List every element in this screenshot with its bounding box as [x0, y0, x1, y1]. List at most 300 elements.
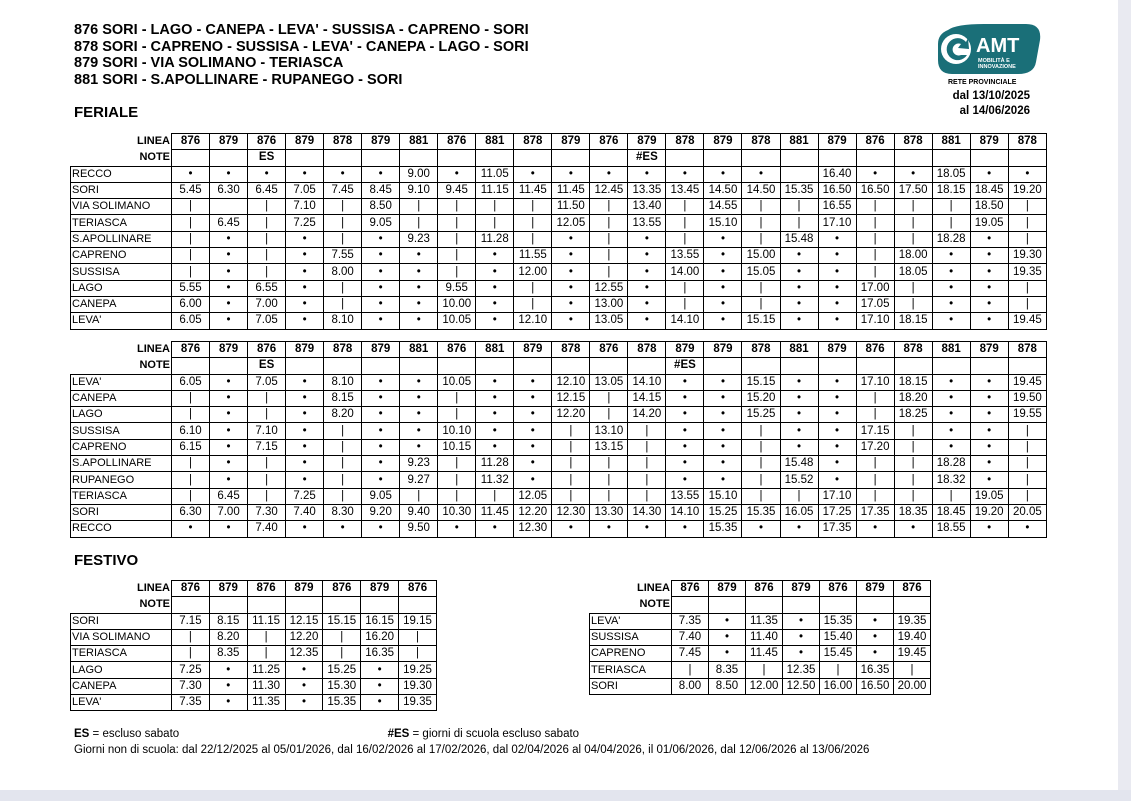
time-cell: •: [818, 231, 856, 247]
time-cell: |: [248, 456, 286, 472]
time-cell: 9.40: [400, 504, 438, 520]
note-row: [71, 597, 437, 613]
note-cell: [362, 358, 400, 374]
time-cell: |: [856, 488, 894, 504]
time-cell: |: [438, 231, 476, 247]
legend: [74, 726, 869, 758]
time-cell: •: [666, 166, 704, 182]
line-number: 879: [818, 342, 856, 358]
note-cell: [780, 358, 818, 374]
note-label: NOTE: [639, 598, 670, 611]
time-cell: 11.30: [247, 678, 285, 694]
time-cell: •: [210, 439, 248, 455]
linea-label: LINEA: [137, 135, 170, 148]
time-cell: 19.20: [970, 504, 1008, 520]
time-cell: 12.15: [285, 613, 323, 629]
time-cell: 9.23: [400, 231, 438, 247]
time-cell: 19.45: [1008, 374, 1046, 390]
time-cell: |: [400, 488, 438, 504]
line-number: 876: [820, 581, 857, 597]
time-cell: •: [476, 296, 514, 312]
line-number: 879: [970, 134, 1008, 150]
time-cell: •: [286, 472, 324, 488]
time-cell: •: [818, 313, 856, 329]
time-cell: •: [210, 264, 248, 280]
time-cell: 15.25: [704, 504, 742, 520]
stop-name: LEVA': [71, 374, 172, 390]
time-cell: •: [210, 296, 248, 312]
time-cell: 15.48: [780, 231, 818, 247]
time-cell: •: [742, 521, 780, 537]
route-title-879: 879 SORI - VIA SOLIMANO - TERIASCA: [74, 55, 344, 71]
line-number: 878: [742, 134, 780, 150]
time-cell: 19.20: [1008, 182, 1046, 198]
time-cell: 19.15: [399, 613, 437, 629]
time-cell: •: [476, 280, 514, 296]
time-cell: 15.40: [820, 629, 857, 645]
time-cell: 15.15: [323, 613, 361, 629]
time-cell: •: [286, 231, 324, 247]
time-cell: •: [932, 390, 970, 406]
time-cell: 11.45: [514, 182, 552, 198]
legend-es-key: ES: [74, 728, 90, 740]
time-cell: 9.10: [400, 182, 438, 198]
linea-label: LINEA: [137, 582, 170, 595]
time-cell: 9.55: [438, 280, 476, 296]
time-cell: |: [894, 439, 932, 455]
time-cell: 9.50: [400, 521, 438, 537]
time-cell: •: [209, 678, 247, 694]
time-cell: •: [932, 423, 970, 439]
time-cell: 13.35: [628, 182, 666, 198]
time-cell: 9.05: [362, 215, 400, 231]
time-cell: 7.40: [286, 504, 324, 520]
time-cell: 9.27: [400, 472, 438, 488]
stop-name: TERIASCA: [71, 646, 172, 662]
time-cell: 15.35: [742, 504, 780, 520]
time-cell: 12.35: [285, 646, 323, 662]
time-cell: [210, 199, 248, 215]
time-cell: 7.35: [672, 613, 709, 629]
time-cell: •: [780, 390, 818, 406]
note-cell: [704, 150, 742, 166]
time-cell: |: [172, 407, 210, 423]
stop-name: S.APOLLINARE: [71, 456, 172, 472]
time-cell: [780, 166, 818, 182]
time-cell: •: [628, 166, 666, 182]
time-cell: 16.50: [856, 182, 894, 198]
note-cell: [210, 150, 248, 166]
time-cell: 15.45: [820, 646, 857, 662]
time-cell: •: [704, 456, 742, 472]
route-title-876: 876 SORI - LAGO - CANEPA - LEVA' - SUSSISA - CAPRENO - SORI: [74, 22, 529, 38]
time-cell: 8.50: [362, 199, 400, 215]
note-cell: [970, 358, 1008, 374]
note-cell: [399, 597, 437, 613]
time-cell: •: [857, 629, 894, 645]
time-cell: •: [552, 166, 590, 182]
time-cell: 6.45: [210, 488, 248, 504]
time-cell: 11.45: [746, 646, 783, 662]
time-cell: •: [286, 166, 324, 182]
time-cell: •: [628, 313, 666, 329]
time-cell: •: [780, 248, 818, 264]
time-cell: 17.35: [856, 504, 894, 520]
time-cell: 17.05: [856, 296, 894, 312]
time-cell: 13.45: [666, 182, 704, 198]
time-cell: •: [932, 296, 970, 312]
time-cell: •: [666, 407, 704, 423]
time-cell: •: [970, 390, 1008, 406]
time-cell: •: [362, 280, 400, 296]
table-row: [590, 662, 931, 678]
legend-hes-key: #ES: [387, 728, 410, 740]
time-cell: •: [666, 439, 704, 455]
time-cell: •: [362, 248, 400, 264]
note-cell: ES: [248, 358, 286, 374]
time-cell: |: [1008, 456, 1046, 472]
time-cell: 16.50: [818, 182, 856, 198]
time-cell: |: [742, 456, 780, 472]
time-cell: 13.55: [666, 248, 704, 264]
time-cell: 12.45: [590, 182, 628, 198]
table-row: [71, 313, 1047, 329]
linea-header-row: [590, 581, 931, 597]
time-cell: •: [818, 423, 856, 439]
time-cell: •: [704, 166, 742, 182]
stop-name: LEVA': [71, 313, 172, 329]
time-cell: |: [172, 215, 210, 231]
line-number: 878: [628, 342, 666, 358]
time-cell: |: [742, 488, 780, 504]
time-cell: 18.15: [894, 374, 932, 390]
time-cell: |: [476, 215, 514, 231]
time-cell: •: [818, 374, 856, 390]
time-cell: 16.35: [361, 646, 399, 662]
time-cell: •: [514, 374, 552, 390]
time-cell: 16.50: [857, 678, 894, 694]
note-cell: [476, 150, 514, 166]
time-cell: 6.45: [248, 182, 286, 198]
time-cell: •: [286, 280, 324, 296]
stop-name: SUSSISA: [590, 629, 672, 645]
time-cell: |: [894, 280, 932, 296]
time-cell: 15.25: [323, 662, 361, 678]
time-cell: 16.15: [361, 613, 399, 629]
time-cell: •: [666, 390, 704, 406]
time-cell: 11.35: [247, 695, 285, 711]
time-cell: 14.30: [628, 504, 666, 520]
time-cell: 11.25: [247, 662, 285, 678]
time-cell: •: [514, 439, 552, 455]
note-cell: [286, 358, 324, 374]
stop-name: SUSSISA: [71, 423, 172, 439]
line-number: 876: [323, 581, 361, 597]
time-cell: 12.20: [285, 629, 323, 645]
time-cell: 18.25: [894, 407, 932, 423]
linea-label: LINEA: [637, 582, 670, 595]
note-cell: [400, 150, 438, 166]
time-cell: 18.45: [970, 182, 1008, 198]
time-cell: 19.45: [894, 646, 931, 662]
time-cell: •: [324, 166, 362, 182]
time-cell: 18.15: [932, 182, 970, 198]
note-cell: [672, 597, 709, 613]
time-cell: •: [400, 313, 438, 329]
time-cell: |: [590, 407, 628, 423]
time-cell: 18.05: [932, 166, 970, 182]
time-cell: 17.25: [818, 504, 856, 520]
time-cell: |: [894, 662, 931, 678]
time-cell: 6.15: [172, 439, 210, 455]
time-cell: 6.10: [172, 423, 210, 439]
time-cell: |: [894, 215, 932, 231]
festivo-outbound-table: [70, 580, 437, 711]
stop-name: TERIASCA: [590, 662, 672, 678]
time-cell: •: [361, 662, 399, 678]
time-cell: |: [323, 646, 361, 662]
time-cell: |: [628, 439, 666, 455]
time-cell: 12.05: [552, 215, 590, 231]
time-cell: •: [362, 166, 400, 182]
time-cell: 7.10: [286, 199, 324, 215]
note-cell: [932, 358, 970, 374]
time-cell: 17.10: [856, 313, 894, 329]
note-cell: [818, 150, 856, 166]
stop-name: LAGO: [71, 280, 172, 296]
time-cell: |: [742, 296, 780, 312]
time-cell: 13.30: [590, 504, 628, 520]
line-number: 881: [932, 342, 970, 358]
viewer-margin-right: [1118, 0, 1131, 801]
stop-name: LAGO: [71, 407, 172, 423]
time-cell: |: [856, 199, 894, 215]
line-number: 879: [362, 134, 400, 150]
time-cell: 15.35: [820, 613, 857, 629]
time-cell: |: [1008, 231, 1046, 247]
stop-name: RECCO: [71, 166, 172, 182]
line-number: 879: [210, 342, 248, 358]
time-cell: •: [780, 374, 818, 390]
time-cell: |: [666, 231, 704, 247]
time-cell: 12.20: [514, 504, 552, 520]
time-cell: 7.45: [672, 646, 709, 662]
note-cell: #ES: [628, 150, 666, 166]
time-cell: 10.05: [438, 374, 476, 390]
note-label: NOTE: [139, 151, 170, 164]
note-cell: [324, 358, 362, 374]
time-cell: |: [856, 248, 894, 264]
time-cell: 8.00: [672, 678, 709, 694]
time-cell: •: [970, 231, 1008, 247]
time-cell: 12.35: [783, 662, 820, 678]
time-cell: •: [286, 521, 324, 537]
time-cell: •: [476, 374, 514, 390]
line-number: 879: [286, 342, 324, 358]
time-cell: •: [476, 423, 514, 439]
note-cell: [172, 597, 210, 613]
note-cell: ES: [248, 150, 286, 166]
time-cell: •: [362, 456, 400, 472]
linea-header-row: [71, 342, 1047, 358]
time-cell: 12.10: [514, 313, 552, 329]
time-cell: •: [818, 439, 856, 455]
time-cell: 6.55: [248, 280, 286, 296]
feriale-return-table: [70, 341, 1047, 538]
time-cell: •: [400, 390, 438, 406]
time-cell: |: [590, 199, 628, 215]
time-cell: 19.35: [894, 613, 931, 629]
note-cell: [514, 358, 552, 374]
stop-name: SORI: [590, 678, 672, 694]
line-number: 879: [552, 134, 590, 150]
time-cell: |: [172, 390, 210, 406]
time-cell: •: [285, 678, 323, 694]
time-cell: •: [400, 296, 438, 312]
note-cell: [438, 358, 476, 374]
feriale-outbound-table: [70, 133, 1047, 330]
note-cell: [1008, 150, 1046, 166]
time-cell: •: [818, 456, 856, 472]
note-cell: [742, 358, 780, 374]
legend-keys: [74, 726, 869, 742]
time-cell: •: [932, 407, 970, 423]
time-cell: •: [970, 264, 1008, 280]
time-cell: 6.05: [172, 313, 210, 329]
stop-name: VIA SOLIMANO: [71, 629, 172, 645]
time-cell: 7.25: [286, 488, 324, 504]
time-cell: •: [286, 374, 324, 390]
table-row: [71, 296, 1047, 312]
time-cell: 7.00: [210, 504, 248, 520]
time-cell: 10.00: [438, 296, 476, 312]
time-cell: •: [666, 456, 704, 472]
time-cell: 12.05: [514, 488, 552, 504]
time-cell: •: [628, 280, 666, 296]
table-row: [71, 248, 1047, 264]
time-cell: •: [932, 264, 970, 280]
time-cell: 18.28: [932, 231, 970, 247]
time-cell: 7.00: [248, 296, 286, 312]
note-cell: [209, 597, 247, 613]
time-cell: 15.10: [704, 215, 742, 231]
time-cell: 11.32: [476, 472, 514, 488]
time-cell: •: [286, 423, 324, 439]
time-cell: •: [590, 521, 628, 537]
time-cell: 14.10: [666, 504, 704, 520]
time-cell: •: [400, 264, 438, 280]
note-cell: [856, 358, 894, 374]
time-cell: 13.55: [628, 215, 666, 231]
time-cell: •: [970, 280, 1008, 296]
line-number: 876: [746, 581, 783, 597]
time-cell: •: [400, 423, 438, 439]
table-row: [71, 390, 1047, 406]
note-cell: [247, 597, 285, 613]
time-cell: |: [248, 199, 286, 215]
time-cell: •: [970, 166, 1008, 182]
time-cell: 20.00: [894, 678, 931, 694]
time-cell: •: [476, 521, 514, 537]
time-cell: |: [400, 199, 438, 215]
time-cell: |: [514, 296, 552, 312]
time-cell: 18.28: [932, 456, 970, 472]
time-cell: •: [780, 296, 818, 312]
time-cell: 14.00: [666, 264, 704, 280]
time-cell: •: [210, 166, 248, 182]
time-cell: •: [514, 390, 552, 406]
time-cell: |: [894, 231, 932, 247]
time-cell: •: [704, 264, 742, 280]
line-number: 879: [704, 342, 742, 358]
table-row: [590, 613, 931, 629]
time-cell: |: [248, 231, 286, 247]
time-cell: 7.35: [172, 695, 210, 711]
line-number: 876: [590, 134, 628, 150]
time-cell: |: [742, 423, 780, 439]
time-cell: |: [514, 199, 552, 215]
time-cell: |: [932, 215, 970, 231]
time-cell: |: [247, 629, 285, 645]
time-cell: 19.05: [970, 488, 1008, 504]
time-cell: •: [780, 313, 818, 329]
time-cell: |: [742, 439, 780, 455]
note-cell: [590, 150, 628, 166]
line-number: 879: [818, 134, 856, 150]
time-cell: 17.10: [856, 374, 894, 390]
line-number: 876: [247, 581, 285, 597]
line-number: 879: [704, 134, 742, 150]
time-cell: •: [476, 248, 514, 264]
time-cell: •: [286, 296, 324, 312]
table-row: [71, 374, 1047, 390]
time-cell: •: [248, 166, 286, 182]
time-cell: •: [172, 521, 210, 537]
time-cell: 19.50: [1008, 390, 1046, 406]
time-cell: •: [628, 296, 666, 312]
time-cell: 8.10: [324, 374, 362, 390]
time-cell: •: [818, 390, 856, 406]
time-cell: |: [324, 423, 362, 439]
table-row: [590, 646, 931, 662]
time-cell: •: [628, 248, 666, 264]
time-cell: 11.45: [552, 182, 590, 198]
time-cell: |: [856, 390, 894, 406]
note-cell: [400, 358, 438, 374]
time-cell: •: [400, 407, 438, 423]
time-cell: •: [1008, 521, 1046, 537]
time-cell: •: [783, 629, 820, 645]
time-cell: •: [970, 456, 1008, 472]
time-cell: 15.00: [742, 248, 780, 264]
time-cell: •: [780, 423, 818, 439]
line-number: 879: [285, 581, 323, 597]
time-cell: 10.05: [438, 313, 476, 329]
line-number: 879: [361, 581, 399, 597]
stop-name: SORI: [71, 504, 172, 520]
time-cell: 19.05: [970, 215, 1008, 231]
time-cell: |: [856, 231, 894, 247]
table-row: [71, 215, 1047, 231]
time-cell: |: [247, 646, 285, 662]
time-cell: 17.20: [856, 439, 894, 455]
time-cell: |: [248, 488, 286, 504]
time-cell: •: [552, 280, 590, 296]
time-cell: 17.15: [856, 423, 894, 439]
table-row: [71, 472, 1047, 488]
note-cell: [820, 597, 857, 613]
time-cell: 18.20: [894, 390, 932, 406]
